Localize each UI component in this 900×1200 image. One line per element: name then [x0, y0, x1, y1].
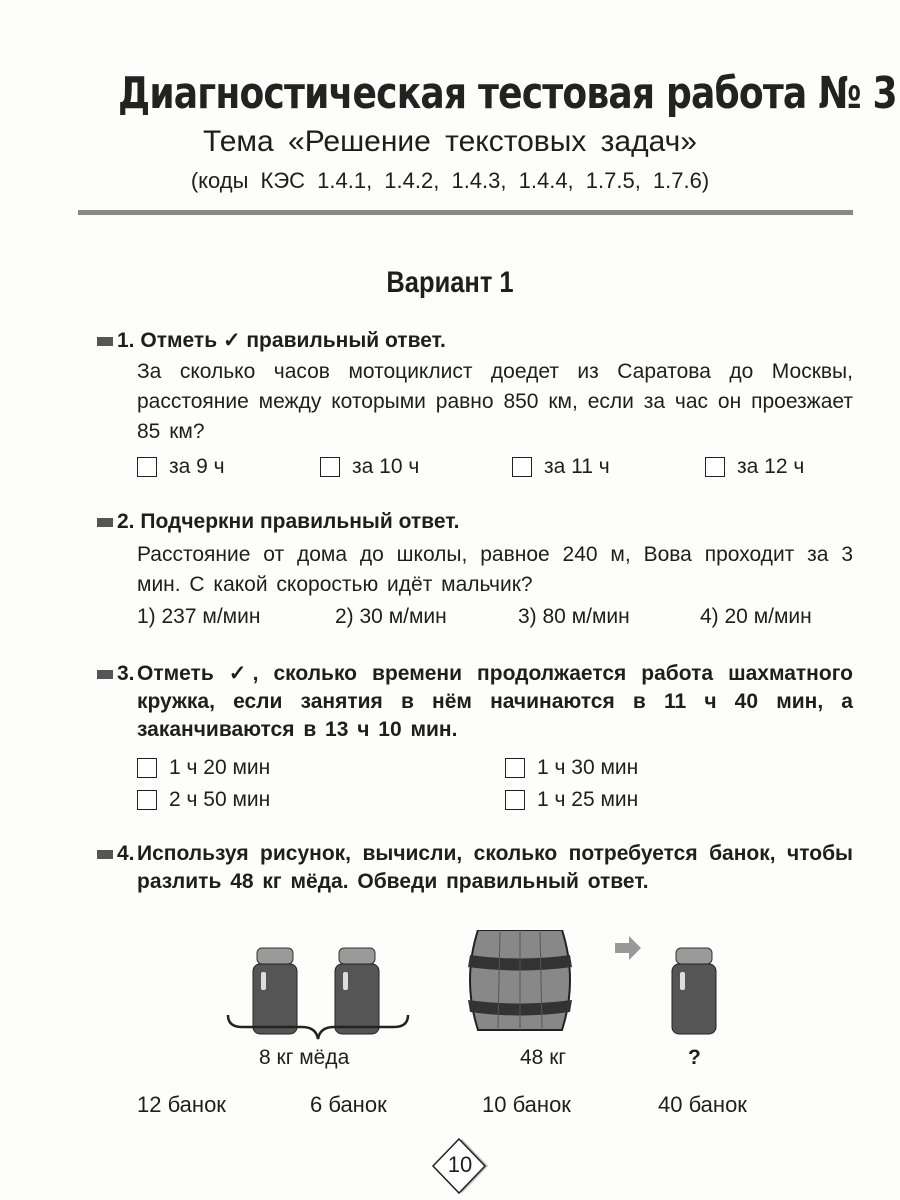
divider — [78, 210, 853, 215]
task-number: 4. — [117, 842, 135, 865]
page-title: Диагностическая тестовая работа № 3 — [118, 68, 897, 119]
task-3-number — [97, 662, 135, 686]
checkbox[interactable] — [512, 457, 532, 477]
task-3-text: Отметь ✓, сколько времени продолжается работа шахматного кружка, если занятия в нём начинаются в 11 ч 40 мин, а заканчиваются в 13 ч 10 мин. — [137, 662, 853, 741]
task-1-option[interactable] — [512, 455, 610, 479]
task-4-option[interactable]: 10 банок — [482, 1092, 571, 1117]
task-1-option[interactable] — [320, 455, 419, 479]
option-label: за 10 ч — [352, 455, 420, 478]
task-instruction: Подчеркни правильный ответ. — [140, 510, 460, 533]
task-3-option[interactable] — [505, 788, 638, 812]
variant-heading: Вариант 1 — [386, 266, 514, 299]
task-4-option[interactable]: 12 банок — [137, 1092, 226, 1117]
arrow-right-icon — [615, 936, 641, 960]
checkbox[interactable] — [705, 457, 725, 477]
task-3-option[interactable] — [505, 756, 638, 780]
task-4-number — [97, 842, 135, 866]
option-label: 2 ч 50 мин — [169, 788, 271, 811]
theme-heading: Тема «Решение текстовых задач» — [203, 125, 697, 158]
task-2-option[interactable]: 2) 30 м/мин — [335, 605, 447, 628]
bullet-marker — [97, 518, 113, 527]
task-2-header — [97, 510, 460, 534]
bullet-marker — [97, 337, 113, 346]
task-1-header — [97, 328, 446, 353]
honey-jar-icon — [672, 948, 716, 1034]
task-3-option[interactable] — [137, 788, 270, 812]
kes-codes: (коды КЭС 1.4.1, 1.4.2, 1.4.3, 1.4.4, 1.7.5, 1.7.6) — [190, 168, 710, 193]
task-2-option[interactable]: 1) 237 м/мин — [137, 605, 261, 628]
checkbox[interactable] — [505, 758, 525, 778]
task-instruction: Отметь ✓ правильный ответ. — [140, 329, 446, 352]
task-4-text: Используя рисунок, вычисли, сколько потребуется банок, чтобы разлить 48 кг мёда. Обведи правильный ответ. — [137, 842, 853, 893]
task-1-text: За сколько часов мотоциклист доедет из Саратова до Москвы, расстояние между которыми равно 850 км, если за час он проезжает 85 км? — [137, 360, 853, 443]
picture-label-barrel: 48 кг — [520, 1046, 567, 1069]
bullet-marker — [97, 850, 113, 859]
picture-label-question: ? — [688, 1046, 701, 1069]
task-4-option[interactable]: 6 банок — [310, 1092, 387, 1117]
task-1-option[interactable] — [705, 455, 804, 479]
checkbox[interactable] — [505, 790, 525, 810]
task-3-option[interactable] — [137, 756, 270, 780]
checkbox[interactable] — [320, 457, 340, 477]
honey-jar-icon — [335, 948, 379, 1034]
option-label: за 12 ч — [737, 455, 805, 478]
page-number: 10 — [447, 1152, 473, 1177]
task-4-picture — [0, 930, 900, 1050]
option-label: 1 ч 25 мин — [537, 788, 639, 811]
task-2-option[interactable]: 3) 80 м/мин — [518, 605, 630, 628]
checkbox[interactable] — [137, 758, 157, 778]
option-label: за 11 ч — [544, 455, 610, 478]
task-1-option[interactable] — [137, 455, 225, 479]
task-number: 1. — [117, 329, 135, 352]
option-label: за 9 ч — [169, 455, 225, 478]
task-4-option[interactable]: 40 банок — [658, 1092, 747, 1117]
bullet-marker — [97, 670, 113, 679]
checkbox[interactable] — [137, 790, 157, 810]
barrel-icon — [468, 930, 572, 1030]
honey-jar-icon — [253, 948, 297, 1034]
task-number: 3. — [117, 662, 135, 685]
checkbox[interactable] — [137, 457, 157, 477]
task-2-text: Расстояние от дома до школы, равное 240 м, Вова проходит за 3 мин. С какой скоростью идёт мальчик? — [137, 543, 853, 596]
picture-label-jars: 8 кг мёда — [259, 1046, 350, 1069]
task-2-option[interactable]: 4) 20 м/мин — [700, 605, 812, 628]
option-label: 1 ч 30 мин — [537, 756, 639, 779]
option-label: 1 ч 20 мин — [169, 756, 271, 779]
task-number: 2. — [117, 510, 135, 533]
